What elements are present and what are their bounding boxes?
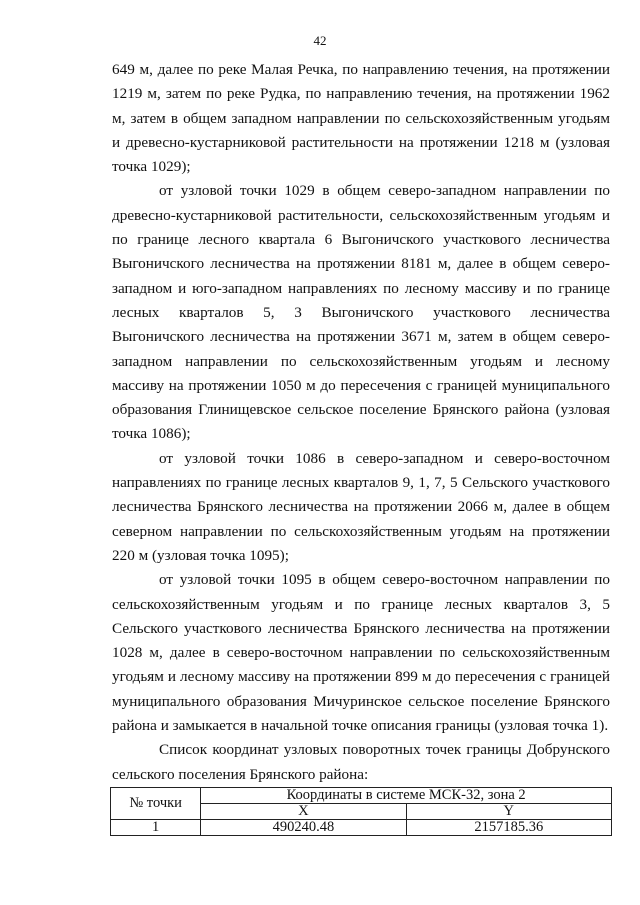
paragraph: Список координат узловых поворотных точек границы Добрунского сельского поселения Брянского района: xyxy=(112,741,610,783)
paragraph: от узловой точки 1095 в общем северо-восточном направлении по сельскохозяйственным угодьям и по границе лесных кварталов 3, 5 Сельского участкового лесничества Брянского лесничества на протяжении 1028 м, далее в северо-восточном направлении по сельскохозяйственным угодьям и лесному массиву на протяжении 899 м до пересечения с границей муниципального образования Мичуринское сельское поселение Брянского района и замыкается в начальной точке описания границы (узловая точка 1). xyxy=(112,571,610,735)
header-x: X xyxy=(201,804,406,820)
paragraph: от узловой точки 1029 в общем северо-западном направлении по древесно-кустарниковой растительности, сельскохозяйственным угодьям и по границе лесного квартала 6 Выгоничского участкового лесничества Выгоничского лесничества на протяжении 8181 м, далее в общем северо-западном и юго-западном направлениях по лесному массиву и по границе лесных кварталов 5, 3 Выгоничского участкового лесничества Выгоничского лесничества на протяжении 3671 м, затем в общем северо-западном направлении по сельскохозяйственным угодьям и лесному массиву на протяжении 1050 м до пересечения с границей муниципального образования Глинищевское сельское поселение Брянского района (узловая точка 1086); xyxy=(112,182,610,443)
cell-point: 1 xyxy=(111,820,201,836)
header-y: Y xyxy=(406,804,612,820)
cell-x: 490240.48 xyxy=(201,820,406,836)
header-coordinates: Координаты в системе МСК-32, зона 2 xyxy=(201,788,612,804)
paragraph: 649 м, далее по реке Малая Речка, по направлению течения, на протяжении 1219 м, затем по реке Рудка, по направлению течения, на протяжении 1962 м, затем в общем западном направлении по сельскохозяйственным угодьям и древесно-кустарниковой растительности на протяжении 1218 м (узловая точка 1029); xyxy=(112,61,610,176)
table-row xyxy=(111,820,612,836)
document-body xyxy=(112,58,610,787)
paragraph: от узловой точки 1086 в северо-западном и северо-восточном направлениях по границе лесных кварталов 9, 1, 7, 5 Сельского участкового лесничества Брянского лесничества на протяжении 2066 м, далее в общем северном направлении по сельскохозяйственным угодьям на протяжении 220 м (узловая точка 1095); xyxy=(112,449,610,564)
cell-y: 2157185.36 xyxy=(406,820,612,836)
table-header-row xyxy=(111,788,612,804)
coordinates-table xyxy=(110,787,612,836)
page-number: 42 xyxy=(313,33,327,48)
header-point-number: № точки xyxy=(111,788,201,820)
